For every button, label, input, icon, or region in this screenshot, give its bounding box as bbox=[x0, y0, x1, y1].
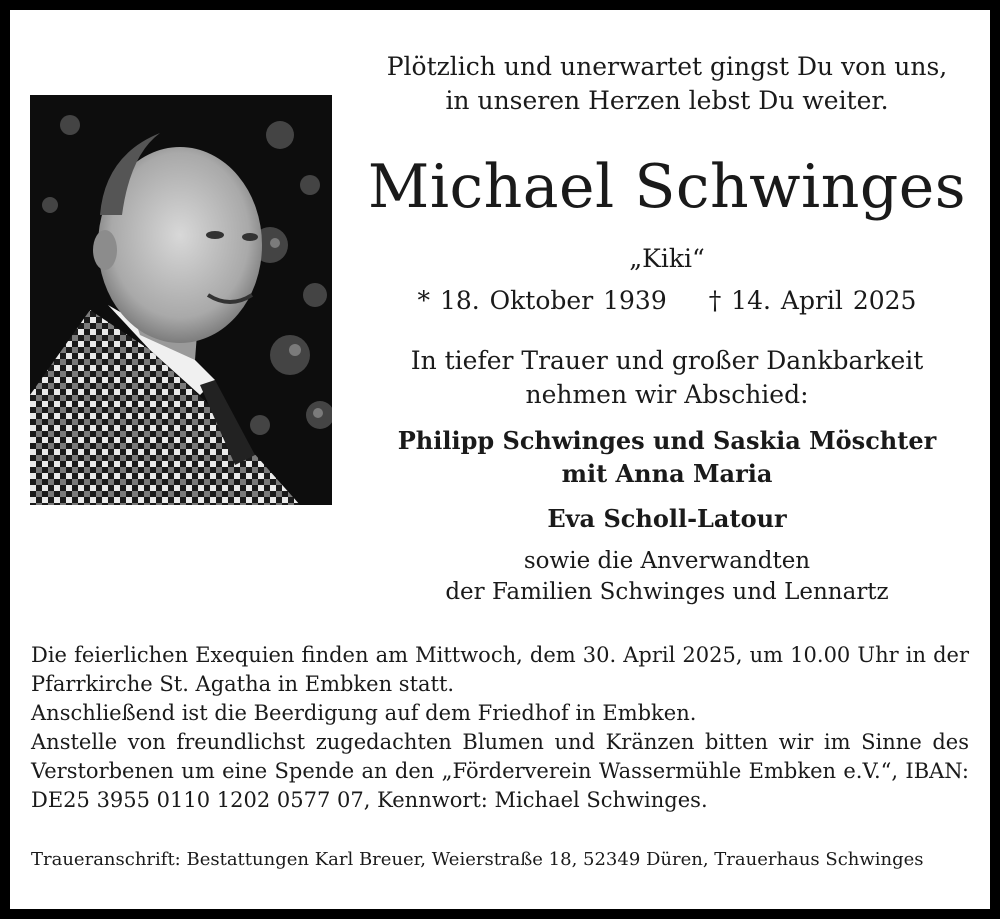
mourner-line-3: Eva Scholl-Latour bbox=[547, 504, 787, 533]
deceased-name: Michael Schwinges bbox=[367, 152, 967, 222]
announcement-paragraph-1: Die feierlichen Exequien finden am Mittwoch, dem 30. April 2025, um 10.00 Uhr in der Pfarrkirche St. Agatha in Embken statt. bbox=[31, 643, 969, 696]
mourner-line-2: mit Anna Maria bbox=[561, 459, 773, 488]
mourning-intro bbox=[330, 344, 1000, 412]
portrait-illustration bbox=[30, 95, 332, 505]
intro-line-2: nehmen wir Abschied: bbox=[525, 380, 809, 409]
intro-line-1: In tiefer Trauer und großer Dankbarkeit bbox=[410, 346, 924, 375]
relatives-line-1: sowie die Anverwandten bbox=[523, 548, 811, 574]
mourners-secondary bbox=[330, 502, 1000, 535]
relatives-line-2: der Familien Schwinges und Lennartz bbox=[445, 579, 889, 605]
mourner-line-1: Philipp Schwinges und Saskia Möschter bbox=[397, 426, 937, 455]
verse-line-1: Plötzlich und unerwartet gingst Du von uns, bbox=[386, 52, 948, 81]
relatives bbox=[330, 546, 1000, 608]
verse-line-2: in unseren Herzen lebst Du weiter. bbox=[445, 86, 889, 115]
funeral-announcement bbox=[31, 641, 969, 815]
mourners-primary bbox=[330, 424, 1000, 490]
announcement-paragraph-2: Anschließend ist die Beerdigung auf dem Friedhof in Embken. bbox=[31, 701, 697, 725]
portrait-photo bbox=[30, 95, 332, 505]
life-dates bbox=[330, 285, 1000, 317]
condolence-address: Traueranschrift: Bestattungen Karl Breuer, Weierstraße 18, 52349 Düren, Trauerhaus Schwinges bbox=[31, 849, 924, 870]
death-date: † 14. April 2025 bbox=[708, 286, 917, 315]
verse bbox=[330, 50, 1000, 118]
announcement-paragraph-3: Anstelle von freundlichst zugedachten Blumen und Kränzen bitten wir im Sinne des Verstorbenen um eine Spende an den „Förderverein Wassermühle Embken e.V.“, IBAN: DE25 3955 0110 1202 0577 07, Kennwort: Michael Schwinges. bbox=[31, 730, 969, 812]
birth-date: * 18. Oktober 1939 bbox=[417, 286, 667, 315]
deceased-nickname: „Kiki“ bbox=[629, 244, 705, 273]
